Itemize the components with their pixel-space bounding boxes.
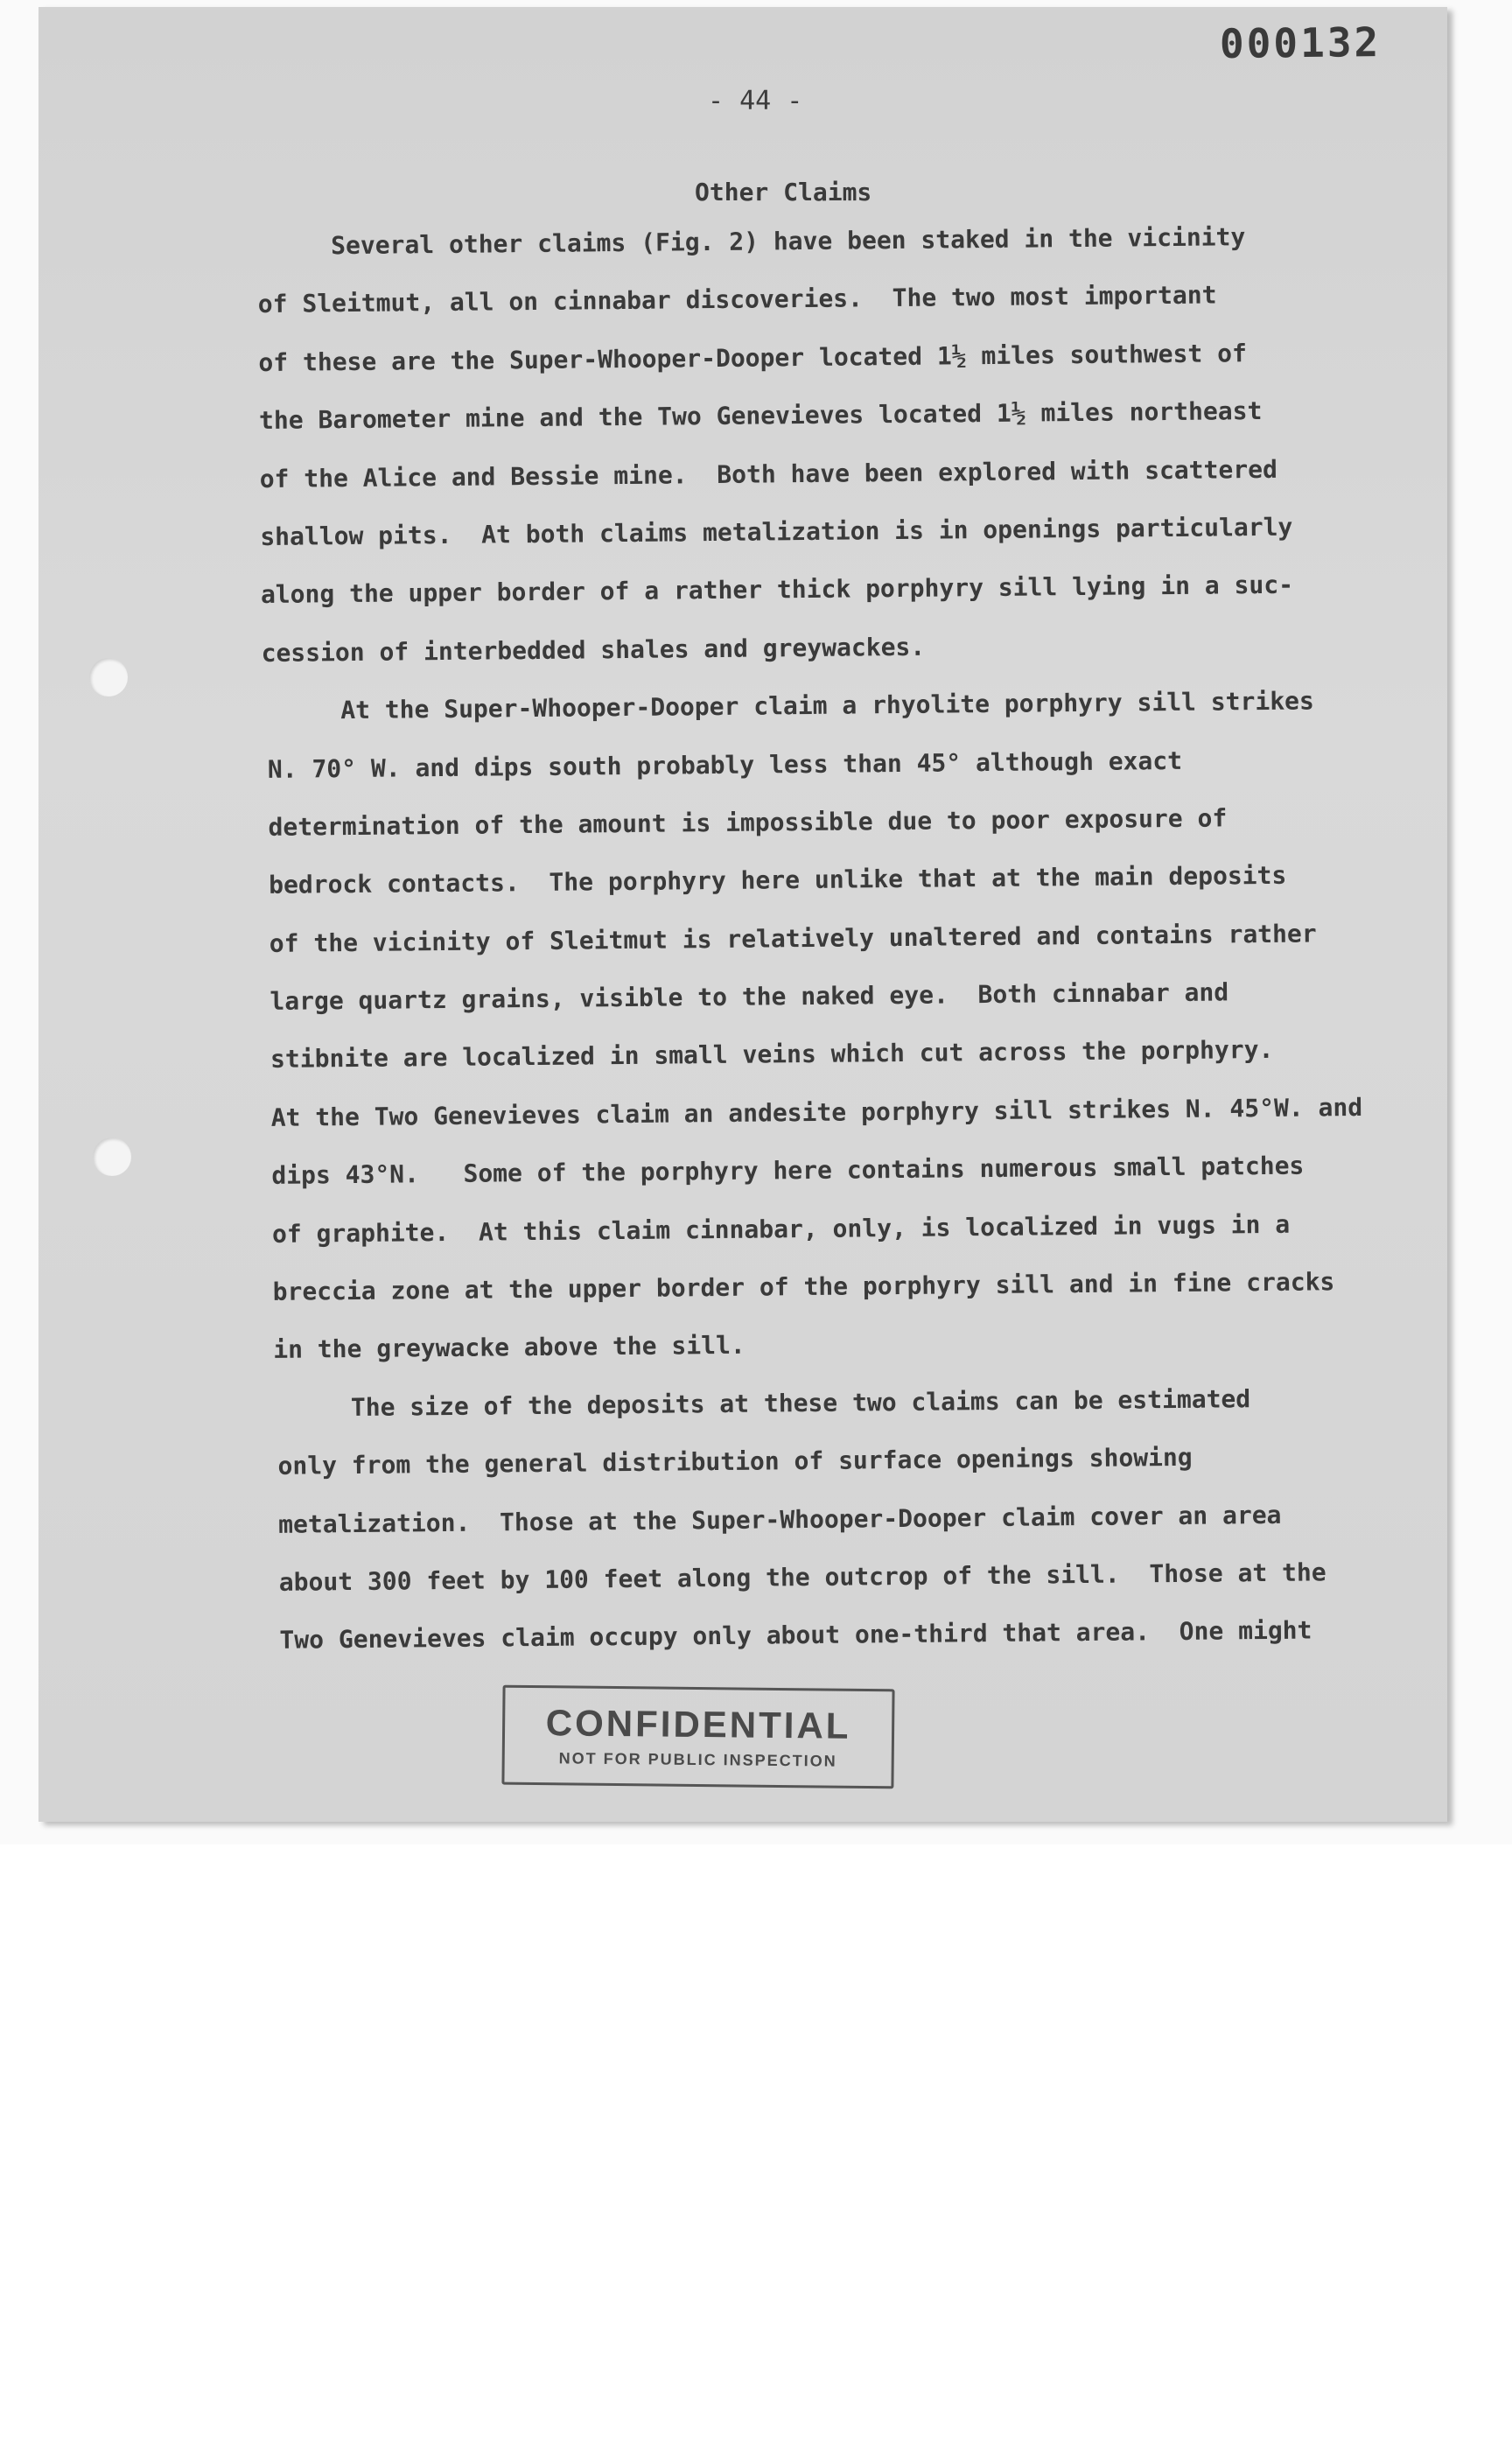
text-line: dips 43°N. Some of the porphyry here contains numerous small patches xyxy=(271,1151,1305,1191)
text-line: of graphite. At this claim cinnabar, only, is localized in vugs in a xyxy=(271,1209,1291,1249)
text-line: of these are the Super-Whooper-Dooper located 1½ miles southwest of xyxy=(258,338,1248,377)
body-text xyxy=(257,220,1444,1684)
text-line: only from the general distribution of surface openings showing xyxy=(277,1443,1193,1481)
text-line: shallow pits. At both claims metalization is in openings particularly xyxy=(260,512,1293,551)
text-line: stibnite are localized in small veins which cut across the porphyry. xyxy=(270,1035,1274,1074)
text-line: of the Alice and Bessie mine. Both have been explored with scattered xyxy=(259,454,1278,494)
text-line: breccia zone at the upper border of the porphyry sill and in fine cracks xyxy=(272,1267,1335,1306)
text-line: along the upper border of a rather thick porphyry sill lying in a suc- xyxy=(260,570,1294,610)
punch-hole-top xyxy=(89,658,128,696)
text-line: metalization. Those at the Super-Whooper-Dooper claim cover an area xyxy=(278,1500,1282,1539)
document-number: 000132 xyxy=(1219,18,1382,67)
page-number: - 44 - xyxy=(708,86,803,116)
text-line: large quartz grains, visible to the naked eye. Both cinnabar and xyxy=(270,977,1229,1016)
text-line: of Sleitmut, all on cinnabar discoveries. The two most important xyxy=(257,280,1217,319)
text-line: Two Genevieves claim occupy only about one-third that area. One might xyxy=(279,1615,1312,1656)
text-line: At the Super-Whooper-Dooper claim a rhyolite porphyry sill strikes xyxy=(340,686,1314,725)
text-line: The size of the deposits at these two claims can be estimated xyxy=(350,1383,1251,1422)
text-line: about 300 feet by 100 feet along the outcrop of the sill. Those at the xyxy=(278,1558,1326,1597)
text-line: At the Two Genevieves claim an andesite porphyry sill strikes N. 45°W. and xyxy=(270,1092,1363,1132)
stamp-subtitle: NOT FOR PUBLIC INSPECTION xyxy=(558,1749,837,1770)
section-heading: Other Claims xyxy=(695,178,872,206)
text-line: Several other claims (Fig. 2) have been staked in the vicinity xyxy=(331,222,1246,261)
text-line: the Barometer mine and the Two Genevieves located 1½ miles northeast xyxy=(258,396,1263,436)
text-line: bedrock contacts. The porphyry here unlike that at the main deposits xyxy=(269,861,1287,900)
confidential-stamp xyxy=(501,1685,894,1789)
stamp-title: CONFIDENTIAL xyxy=(545,1702,851,1746)
document-page xyxy=(38,7,1447,1822)
text-line: cession of interbedded shales and greywackes. xyxy=(261,632,926,668)
text-line: determination of the amount is impossible due to poor exposure of xyxy=(268,803,1228,842)
text-line: of the vicinity of Sleitmut is relatively unaltered and contains rather xyxy=(269,919,1317,958)
text-line: in the greywacke above the sill. xyxy=(273,1331,746,1365)
punch-hole-bottom xyxy=(93,1138,131,1176)
text-line: N. 70° W. and dips south probably less than 45° although exact xyxy=(267,746,1183,784)
